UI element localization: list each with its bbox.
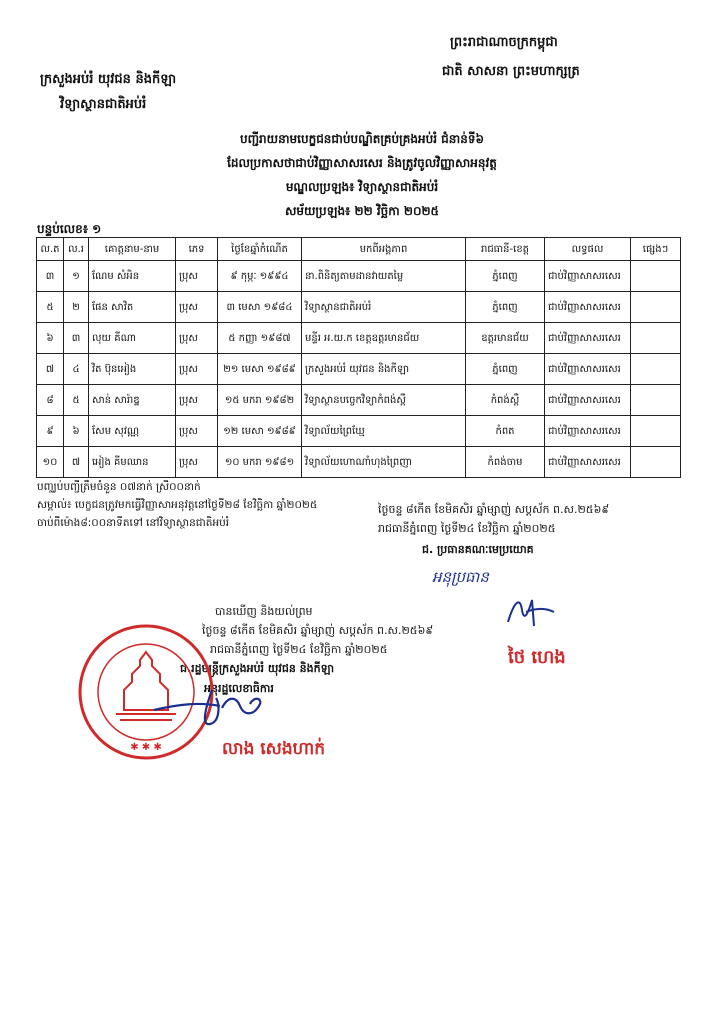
table-header-row [37,238,681,261]
role-title: ប្រធានគណៈមេប្រយោគ [437,543,534,556]
cell-lr: ៥ [64,385,89,416]
cell-province: ឧត្តរមានជ័យ [466,323,545,354]
practical-exam-time-note: ចាប់ពីម៉ោង៨:០០នាទីតទៅ នៅវិទ្យាស្ថានជាតិអប់រំ [37,517,230,529]
cell-sex: ប្រុស [176,292,218,323]
cell-sex: ប្រុស [176,354,218,385]
cell-province: ភ្នំពេញ [466,261,545,292]
cell-lt: ៣ [37,261,64,292]
svg-text:✱ ✱ ✱: ✱ ✱ ✱ [130,742,162,753]
cell-dob: ១០ មករា ១៩៨១ [218,447,302,478]
right-signer-name: ថៃ ហេង [508,647,566,668]
left-role-line2: អនុរដ្ឋលេខាធិការ [204,682,274,695]
cell-lt: ១០ [37,447,64,478]
cell-unit: ក្រសួងអប់រំ យុវជន និងកីឡា [302,354,466,385]
table-row [37,416,681,447]
cell-lt: ៨ [37,385,64,416]
cell-result: ជាប់វិញ្ញាសាសរសេរ [545,323,631,354]
cell-name: វិត ប៊ុនអៀង [89,354,176,385]
right-lunar-date: ថ្ងៃចន្ទ ៨កើត ខែមិគសិរ ឆ្នាំម្សាញ់ សប្តស័ក ព.ស.២៥៦៩ [378,503,610,516]
cell-lt: ៥ [37,292,64,323]
left-signer-name: លាង សេងហាក់ [222,739,326,759]
exam-session: សម័យប្រឡង៖ ២២ វិច្ឆិកា ២០២៥ [284,204,440,218]
cell-dob: ៩ កុម្ភៈ ១៩៩៤ [218,261,302,292]
col-header: គោត្តនាម-នាម [89,238,176,261]
cell-lr: ៦ [64,416,89,447]
cell-other [631,447,681,478]
col-header: ថ្ងៃខែឆ្នាំកំណើត [218,238,302,261]
col-header: ផ្សេងៗ [631,238,681,261]
cell-dob: ១២ មេសា ១៩៨៩ [218,416,302,447]
cell-sex: ប្រុស [176,385,218,416]
col-header: មកពីអង្គភាព [302,238,466,261]
cell-unit: វិទ្យាល័យហោណាំហុងព្រៃញា [302,447,466,478]
cell-other [631,292,681,323]
col-header: ល.ត [37,238,64,261]
cell-result: ជាប់វិញ្ញាសាសរសេរ [545,261,631,292]
table-row [37,292,681,323]
cell-result: ជាប់វិញ្ញាសាសរសេរ [545,385,631,416]
cell-unit: វិទ្យាស្ថានបច្ចេកវិទ្យាកំពង់ស្ពឺ [302,385,466,416]
approval-text: បានឃើញ និងយល់ព្រម [215,605,313,618]
col-header: លទ្ធផល [545,238,631,261]
room-label: បន្ទប់លេខ៖ ១ [37,222,102,236]
cell-province: ភ្នំពេញ [466,354,545,385]
col-header: រាជធានី-ខេត្ត [466,238,545,261]
cell-name: សែម សុវណ្ណ [89,416,176,447]
exam-center: មណ្ឌលប្រឡង៖ វិទ្យាស្ថានជាតិអប់រំ [285,180,439,194]
col-header: ភេទ [176,238,218,261]
cell-lt: ៧ [37,354,64,385]
cell-sex: ប្រុស [176,416,218,447]
cell-other [631,261,681,292]
kingdom-header: ព្រះរាជាណាចក្រកម្ពុជា [450,35,558,50]
left-date: រាជធានីភ្នំពេញ ថ្ងៃទី២៤ ខែវិច្ឆិកា ឆ្នាំ២០២៥ [210,643,388,656]
cell-name: ផែន សាវិត [89,292,176,323]
right-signature [500,592,560,632]
cell-lr: ២ [64,292,89,323]
cell-unit: វិទ្យាល័យព្រៃឃ្មែ [302,416,466,447]
table-row [37,354,681,385]
cell-unit: នា.ពិនិត្យតាមដានវាយតម្លៃ [302,261,466,292]
table-row [37,323,681,354]
cell-province: កំពត [466,416,545,447]
document-subtitle: ដែលប្រកាសថាជាប់វិញ្ញាសាសរសេរ និងត្រូវចូលវិញ្ញាសាអនុវត្ត [227,156,497,170]
cell-lr: ៤ [64,354,89,385]
cell-result: ជាប់វិញ្ញាសាសរសេរ [545,354,631,385]
cell-result: ជាប់វិញ្ញាសាសរសេរ [545,416,631,447]
left-signature [150,682,270,732]
cell-sex: ប្រុស [176,261,218,292]
table-row [37,261,681,292]
cell-sex: ប្រុស [176,323,218,354]
practical-exam-note: សម្គាល់៖ បេក្ខជនត្រូវមកធ្វើវិញ្ញាសាអនុវត្តនៅថ្ងៃទី២៨ ខែវិច្ឆិកា ឆ្នាំ២០២៥ [37,499,318,511]
list-closing-note: បញ្ឈប់បញ្ជីត្រឹមចំនួន ០៧នាក់ ស្រី០០នាក់ [37,481,201,493]
candidate-table [36,237,681,478]
left-role-line1: ជ.រដ្ឋមន្ត្រីក្រសួងអប់រំ យុវជន និងកីឡា [180,662,335,675]
cell-name: លុយ គីណា [89,323,176,354]
national-motto: ជាតិ សាសនា ព្រះមហាក្សត្រ [442,64,580,79]
table-row [37,385,681,416]
cell-result: ជាប់វិញ្ញាសាសរសេរ [545,447,631,478]
table-row [37,447,681,478]
col-header: ល.រ [64,238,89,261]
cell-lr: ៧ [64,447,89,478]
cell-province: កំពង់ស្ពឺ [466,385,545,416]
right-role [422,543,534,559]
cell-name: សាន់ សារ៉ាឌ្ឋ [89,385,176,416]
document-title: បញ្ជីរាយនាមបេក្ខជនជាប់បណ្ឌិតគ្រប់គ្រងអប់រំ ជំនាន់ទី៦ [240,132,484,146]
cell-other [631,354,681,385]
cell-lt: ៩ [37,416,64,447]
cell-province: កំពង់ចាម [466,447,545,478]
cell-lr: ៣ [64,323,89,354]
right-date: រាជធានីភ្នំពេញ ថ្ងៃទី២៤ ខែវិច្ឆិកា ឆ្នាំ២០២៥ [378,522,556,535]
cell-province: ភ្នំពេញ [466,292,545,323]
cell-unit: វិទ្យាស្ថានជាតិអប់រំ [302,292,466,323]
cell-name: អៀង គីមឈាន [89,447,176,478]
ministry-name: ក្រសួងអប់រំ យុវជន និងកីឡា [40,72,177,87]
cell-other [631,385,681,416]
cell-unit: មន្ទីរ អ.យ.ក ខេត្តឧត្តរមានជ័យ [302,323,466,354]
cell-other [631,323,681,354]
handwritten-title: អនុប្រធាន [432,568,489,586]
role-prefix: ជ. [422,543,434,556]
cell-name: ណែម សំអិន [89,261,176,292]
institute-name: វិទ្យាស្ថានជាតិអប់រំ [60,97,147,112]
left-lunar-date: ថ្ងៃចន្ទ ៨កើត ខែមិគសិរ ឆ្នាំម្សាញ់ សប្តស័ក ព.ស.២៥៦៩ [202,624,434,637]
cell-lt: ៦ [37,323,64,354]
cell-dob: ១៥ មករា ១៩៨២ [218,385,302,416]
cell-dob: ៥ កញ្ញា ១៩៨៧ [218,323,302,354]
cell-other [631,416,681,447]
cell-result: ជាប់វិញ្ញាសាសរសេរ [545,292,631,323]
cell-lr: ១ [64,261,89,292]
cell-dob: ៣ មេសា ១៩៨៤ [218,292,302,323]
cell-sex: ប្រុស [176,447,218,478]
cell-dob: ២១ មេសា ១៩៨៩ [218,354,302,385]
